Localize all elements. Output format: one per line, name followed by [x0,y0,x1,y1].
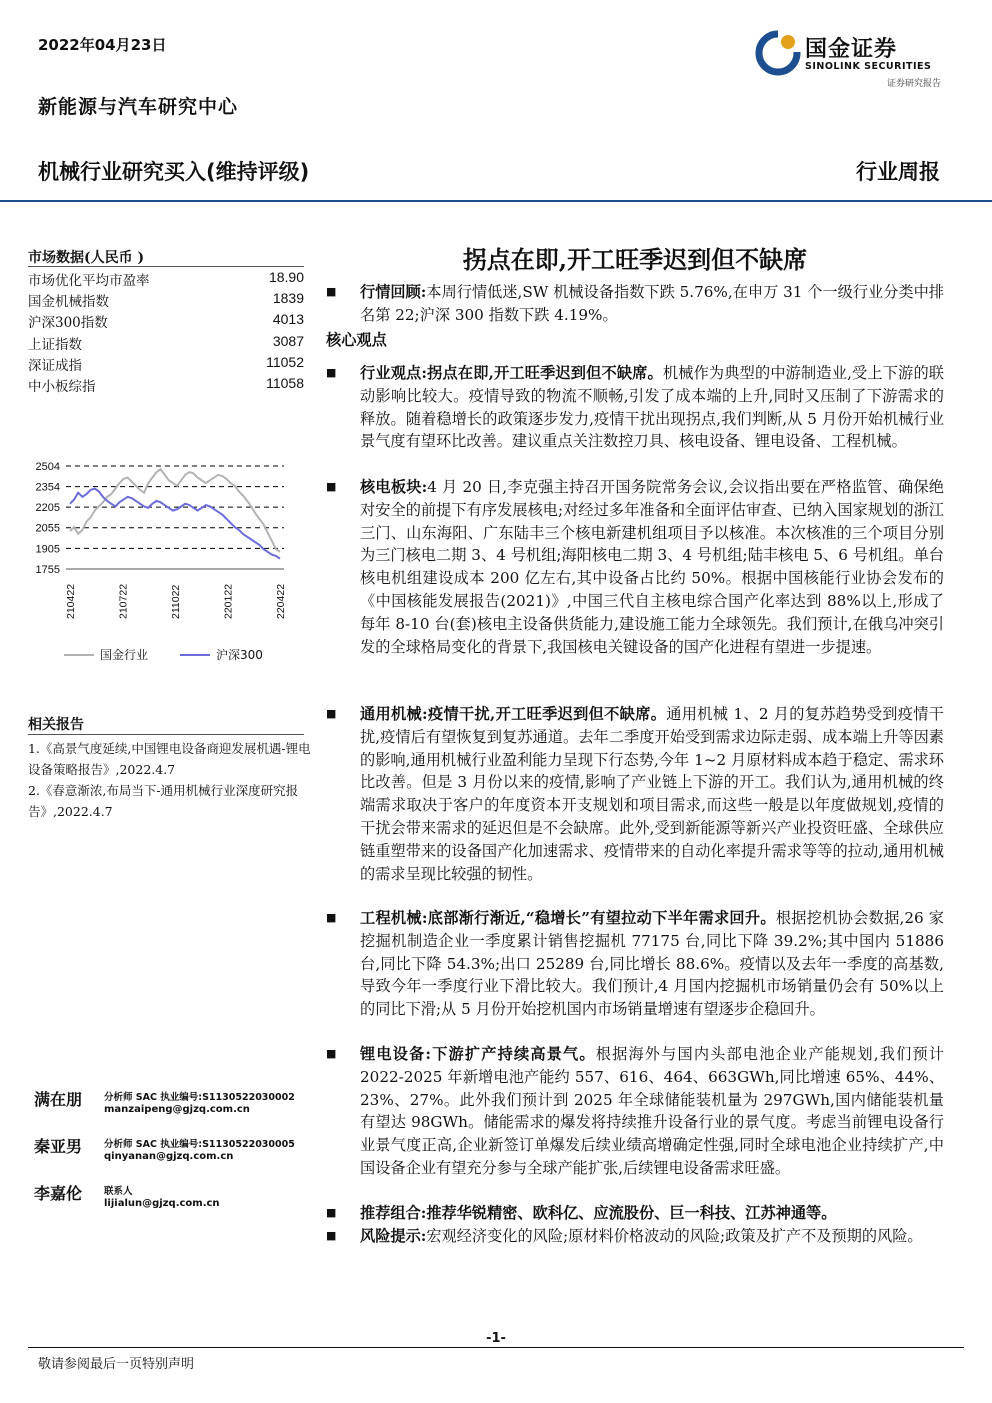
paragraph-body: 机械作为典型的中游制造业,受上下游的联动影响比较大。疫情导致的物流不顺畅,引发了成本端的上升,同时又压制了下游需求的释放。随着稳增长的政策逐步发力,疫情干扰出现拐点,我们判断,从 5 月份开始机械行业景气度有望环比改善。建议重点关注数控刀具、核电设备、锂电设备、工程机械。 [360,364,944,451]
analyst-role: 联系人 [104,1186,133,1197]
analyst-card [34,1134,314,1174]
related-item: 2.《春意渐浓,布局当下-通用机械行业深度研究报告》,2022.4.7 [28,783,299,819]
market-data-value: 11058 [266,375,304,391]
legend-label: 沪深300 [216,648,263,662]
paragraph-body: 本周行情低迷,SW 机械设备指数下跌 5.76%,在申万 31 个一级行业分类中排名第 22;沪深 300 指数下跌 4.19%。 [360,283,944,324]
market-data-label: 市场优化平均市盈率 [28,273,150,289]
analyst-name: 秦亚男 [34,1137,83,1156]
market-data-row [28,354,304,375]
y-tick-label: 2504 [35,461,60,473]
market-data-row [28,290,304,311]
report-date: 2022年04月23日 [38,36,167,54]
research-center: 新能源与汽车研究中心 [38,96,239,118]
y-tick-label: 2055 [35,522,60,535]
core-heading: 核心观点 [326,331,387,349]
related-divider [28,734,304,735]
analyst-email[interactable]: manzaipeng@gjzq.com.cn [104,1104,250,1115]
analyst-role: 分析师 SAC 执业编号:S1130522030002 [104,1092,295,1103]
paragraph-head: 风险提示: [360,1227,427,1245]
paragraph-head: 推荐组合:推荐华锐精密、欧科亿、应流股份、巨一科技、江苏神通等。 [360,1204,837,1222]
paragraph-industry-view [326,362,944,453]
related-item: 1.《高景气度延续,中国锂电设备商迎发展机遇-锂电设备策略报告》,2022.4.7 [28,741,311,777]
paragraph-body: 根据挖机协会数据,26 家挖掘机制造企业一季度累计销售挖掘机 77175 台,同比下降 39.2%;其中国内 51886 台,同比下降 54.3%;出口 25289 台,同比增长 88.6%。疫情以及去年一季度的高基数,导致今年一季度行业下滑比较大。我们预计,4 月国内挖掘机市场销量仍会有 50%以上的同比下滑;从 5 月份开始挖机国内市场销量增速有望逐步企稳回升。 [360,909,944,1019]
paragraph-body: 4 月 20 日,李克强主持召开国务院常务会议,会议指出要在严格监管、确保绝对安全的前提下有序发展核电;对经过多年准备和全面评估审查、已纳入国家规划的浙江三门、山东海阳、广东陆丰三个核电新建机组项目予以核准。本次核准的三个项目分别为三门核电二期 3、4 号机组;海阳核电二期 3、4 号机组;陆丰核电 5、6 号机组。单台核电机组建设成本 200 亿左右,其中设备占比约 50%。根据中国核能行业协会发布的《中国核能发展报告(2021)》,中国三代自主核电综合国产化率达到 88%以上,形成了每年 8-10 台(套)核电主设备供货能力,建设施工能力全球领先。我们预计,在俄乌冲突引发的全球格局变化的背景下,我国核电关键设备的国产化进程有望进一步提速。 [360,478,944,656]
y-tick-label: 1755 [35,564,60,576]
market-data-title: 市场数据(人民币 ) [28,250,145,266]
market-data-divider [28,266,304,267]
paragraph-body: 根据海外与国内头部电池企业产能规划,我们预计 2022-2025 年新增电池产能约 557、616、464、663GWh,同比增速 65%、44%、23%、27%。此外我们预计到 2025 年全球储能装机量为 297GWh,国内储能装机量有望达 98GWh。储能需求的爆发将持续推升设备行业的景气度。考虑当前锂电设备行业景气度正高,企业新签订单爆发后续业绩高增确定性强,同时全球电池企业持续扩产,中国设备企业有望充分参与全球产能扩张,后续锂电设备需求旺盛。 [360,1045,944,1177]
market-data-row [28,375,304,396]
market-data-value: 4013 [272,311,304,328]
bullet-icon: ■ [326,480,337,493]
paragraph-construction-machinery [326,907,944,1021]
footer-note: 敬请参阅最后一页特别声明 [38,1357,195,1372]
market-data-label: 中小板综指 [28,379,96,395]
market-data-value: 18.90 [268,269,304,285]
paragraph-head: 行业观点:拐点在即,开工旺季迟到但不缺席。 [360,364,663,382]
y-tick-label: 2205 [35,502,60,515]
market-data-label: 深证成指 [28,357,82,374]
paragraph-body: 通用机械 1、2 月的复苏趋势受到疫情干扰,疫情后有望恢复到复苏通道。去年二季度开始受到需求边际走弱、成本端上升等因素的影响,通用机械行业盈利能力呈现下行态势,今年 1~2 月原材料成本趋于稳定、需求环比改善。但是 3 月份以来的疫情,影响了产业链上下游的开工。我们认为,通用机械的终端需求取决于客户的年度资本开支规划和项目需求,而这些一般是以年度做规划,疫情的干扰会带来需求的延迟但是不会缺席。此外,受到新能源等新兴产业投资旺盛、全球供应链重塑带来的设备国产化加速需求、疫情带来的自动化率提升需求等等的拉动,通用机械的需求呈现比较强的韧性。 [360,705,944,883]
analyst-name: 李嘉伦 [34,1184,83,1203]
market-data-row [28,311,304,332]
bullet-icon: ■ [326,1206,337,1219]
bullet-icon: ■ [326,285,337,298]
analyst-role: 分析师 SAC 执业编号:S1130522030005 [104,1139,295,1150]
paragraph-portfolio [326,1202,944,1225]
x-tick-label: 211022 [170,584,182,619]
industry-rating: 机械行业研究买入(维持评级) [38,160,310,184]
logo-sub: 证券研究报告 [886,79,941,89]
market-data-value: 11052 [266,353,304,370]
bullet-icon: ■ [326,707,337,720]
x-tick-label: 220422 [275,583,287,619]
report-type: 行业周报 [856,159,940,184]
index-chart [28,445,308,675]
paragraph-head: 锂电设备:下游扩产持续高景气。 [360,1045,596,1063]
logo-mark-icon [755,30,801,76]
bullet-icon: ■ [326,366,337,379]
paragraph-market-review [326,281,944,327]
paragraph-nuclear [326,476,944,658]
market-data-row [28,269,304,290]
header-divider [0,200,992,202]
market-data-label: 沪深300指数 [28,315,108,332]
legend-label: 国金行业 [100,648,149,662]
page-number: -1- [486,1331,506,1346]
y-tick-label: 1905 [35,543,60,556]
paragraph-body: 宏观经济变化的风险;原材料价格波动的风险;政策及扩产不及预期的风险。 [426,1227,923,1245]
logo-en: SINOLINK SECURITIES [805,61,932,72]
analyst-card [34,1181,314,1221]
paragraph-lithium [326,1043,944,1180]
market-data-value: 3087 [272,332,304,349]
paragraph-risk [326,1225,944,1248]
market-data-row [28,333,304,354]
analyst-name: 满在朋 [34,1090,83,1109]
logo-cn: 国金证券 [805,37,898,62]
analyst-email[interactable]: lijialun@gjzq.com.cn [104,1198,220,1209]
footer-divider [28,1347,964,1348]
market-data-label: 国金机械指数 [28,294,109,311]
bullet-icon: ■ [326,1229,337,1242]
x-tick-label: 220122 [222,583,235,619]
bullet-icon: ■ [326,1047,337,1060]
bullet-icon: ■ [326,911,337,924]
paragraph-general-machinery [326,703,944,885]
paragraph-head: 通用机械:疫情干扰,开工旺季迟到但不缺席。 [360,705,667,723]
paragraph-head: 核电板块: [360,478,428,496]
analyst-card [34,1087,314,1127]
x-tick-label: 210422 [65,583,77,619]
x-tick-label: 210722 [117,583,130,619]
related-title: 相关报告 [28,717,84,733]
main-title: 拐点在即,开工旺季迟到但不缺席 [462,245,808,274]
analyst-email[interactable]: qinyanan@gjzq.com.cn [104,1151,234,1162]
market-data-value: 1839 [272,290,304,307]
company-logo [755,28,945,90]
market-data-label: 上证指数 [28,336,82,353]
paragraph-head: 工程机械:底部渐行渐近,“稳增长”有望拉动下半年需求回升。 [360,909,776,927]
index-chart-svg [28,445,308,675]
paragraph-head: 行情回顾: [360,283,427,301]
y-tick-label: 2354 [35,481,60,494]
